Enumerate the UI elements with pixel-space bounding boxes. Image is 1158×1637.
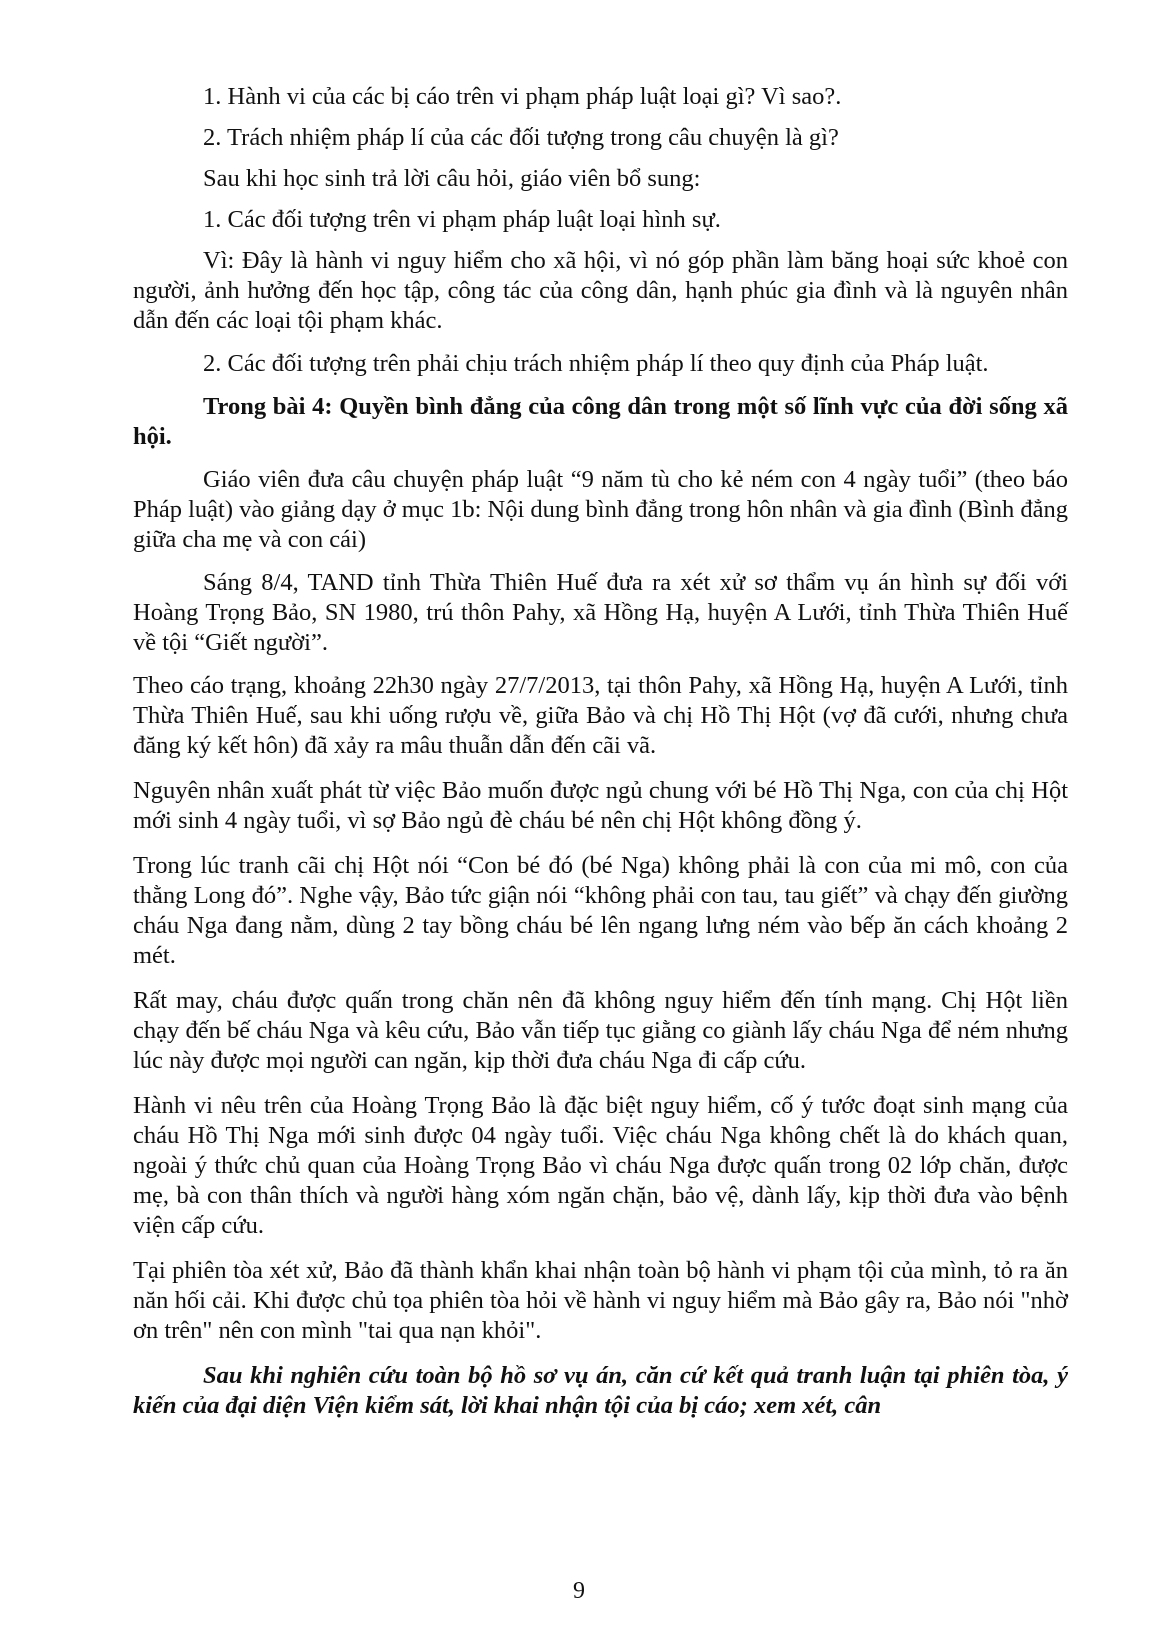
story-confession: Tại phiên tòa xét xử, Bảo đã thành khẩn khai nhận toàn bộ hành vi phạm tội của mình, tỏ ra ăn năn hối cải. Khi được chủ tọa phiên tòa hỏi về hành vi nguy hiểm mà Bảo gây ra, Bảo nói "nhờ ơn trên" nên con mình "tai qua nạn khỏi". [133,1257,1068,1344]
story-argument: Trong lúc tranh cãi chị Hột nói “Con bé đó (bé Nga) không phải là con của mi mô, con của thằng Long đó”. Nghe vậy, Bảo tức giận nói “không phải con tau, tau giết” và chạy đến giường cháu Nga đang nằm, dùng 2 tay bồng cháu bé lên ngang lưng ném vào bếp ăn cách khoảng 2 mét. [133,852,1068,969]
lesson-heading: Trong bài 4: Quyền bình đẳng của công dân trong một số lĩnh vực của đời sống xã hội. [133,393,1068,450]
story-cause: Nguyên nhân xuất phát từ việc Bảo muốn được ngủ chung với bé Hồ Thị Nga, con của chị Hột mới sinh 4 ngày tuổi, vì sợ Bảo ngủ đè cháu bé nên chị Hột không đồng ý. [133,777,1068,834]
question-1: 1. Hành vi của các bị cáo trên vi phạm pháp luật loại gì? Vì sao?. [203,83,842,110]
verdict-intro: Sau khi nghiên cứu toàn bộ hồ sơ vụ án, căn cứ kết quả tranh luận tại phiên tòa, ý kiến của đại diện Viện kiểm sát, lời khai nhận tội của bị cáo; xem xét, cân [133,1362,1068,1419]
question-2: 2. Trách nhiệm pháp lí của các đối tượng trong câu chuyện là gì? [203,124,839,151]
story-assessment: Hành vi nêu trên của Hoàng Trọng Bảo là đặc biệt nguy hiểm, cố ý tước đoạt sinh mạng của cháu Hồ Thị Nga mới sinh được 04 ngày tuổi. Việc cháu Nga không chết là do khách quan, ngoài ý thức chủ quan của Hoàng Trọng Bảo vì cháu Nga được quấn trong 02 lớp chăn, được mẹ, bà con thân thích và người hàng xóm ngăn chặn, bảo vệ, dành lấy, kịp thời đưa vào bệnh viện cấp cứu. [133,1092,1068,1239]
story-rescue: Rất may, cháu được quấn trong chăn nên đã không nguy hiểm đến tính mạng. Chị Hột liền chạy đến bế cháu Nga và kêu cứu, Bảo vẫn tiếp tục giằng co giành lấy cháu Nga để ném nhưng lúc này được mọi người can ngăn, kịp thời đưa cháu Nga đi cấp cứu. [133,987,1068,1074]
answer-reason: Vì: Đây là hành vi nguy hiểm cho xã hội, vì nó góp phần làm băng hoại sức khoẻ con người, ảnh hưởng đến học tập, công tác của công dân, hạnh phúc gia đình và là nguyên nhân dẫn đến các loại tội phạm khác. [133,247,1068,334]
story-trial: Sáng 8/4, TAND tỉnh Thừa Thiên Huế đưa ra xét xử sơ thẩm vụ án hình sự đối với Hoàng Trọng Bảo, SN 1980, trú thôn Pahy, xã Hồng Hạ, huyện A Lưới, tỉnh Thừa Thiên Huế về tội “Giết người”. [133,569,1068,656]
teacher-note: Sau khi học sinh trả lời câu hỏi, giáo viên bổ sung: [203,165,701,192]
story-indictment: Theo cáo trạng, khoảng 22h30 ngày 27/7/2013, tại thôn Pahy, xã Hồng Hạ, huyện A Lưới, tỉnh Thừa Thiên Huế, sau khi uống rượu về, giữa Bảo và chị Hồ Thị Hột (vợ đã cưới, nhưng chưa đăng ký kết hôn) đã xảy ra mâu thuẫn dẫn đến cãi vã. [133,672,1068,759]
story-intro: Giáo viên đưa câu chuyện pháp luật “9 năm tù cho kẻ ném con 4 ngày tuổi” (theo báo Pháp luật) vào giảng dạy ở mục 1b: Nội dung bình đẳng trong hôn nhân và gia đình (Bình đẳng giữa cha mẹ và con cái) [133,466,1068,553]
page-number: 9 [573,1578,585,1604]
answer-1: 1. Các đối tượng trên vi phạm pháp luật loại hình sự. [203,206,721,233]
answer-2: 2. Các đối tượng trên phải chịu trách nhiệm pháp lí theo quy định của Pháp luật. [203,350,989,377]
